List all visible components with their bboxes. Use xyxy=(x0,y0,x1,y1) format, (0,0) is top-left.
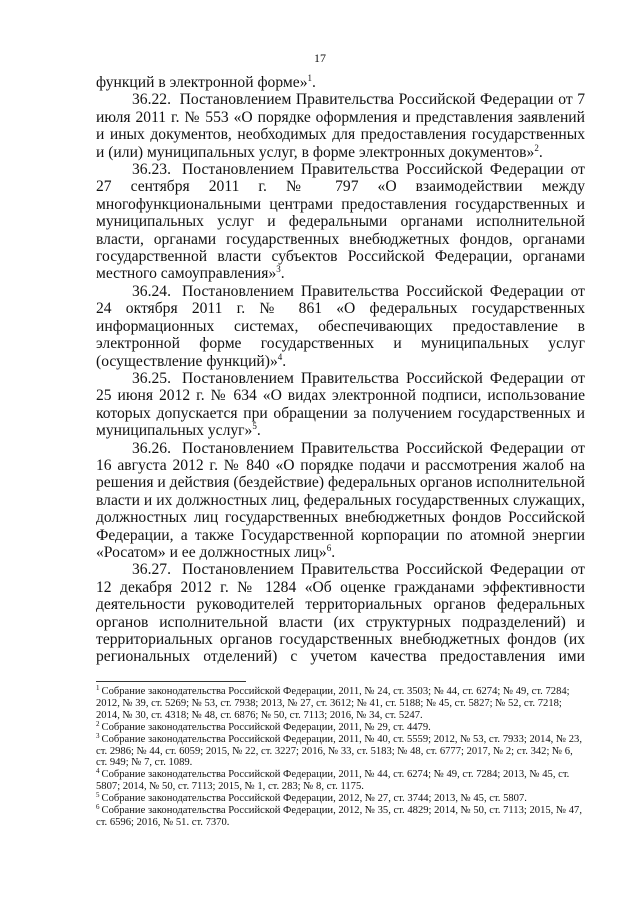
paragraph-text: Постановлением Правительства Российской Федерации от 25 июня 2012 г. № 634 «О видах электронной подписи, использование которых допускается при обращении за получением государственных и муниципальных услуг» xyxy=(96,369,585,440)
paragraph-tail: . xyxy=(282,352,287,370)
footnote-mark: 1 xyxy=(96,684,100,692)
footnote-1 xyxy=(96,686,585,722)
paragraph-text: функций в электронной форме» xyxy=(96,74,308,91)
footnote-5 xyxy=(96,793,585,805)
paragraph-tail: . xyxy=(331,543,336,561)
footnote-2 xyxy=(96,719,585,734)
document-body xyxy=(96,74,585,666)
footnote-text: Собрание законодательства Российской Федерации, 2011, № 40, ст. 5559; 2012, № 53, ст. 7933; 2014, № 23, ст. 2986; № 44, ст. 6059; 2015, № 22, ст. 3227; 2016, № 33, ст. 5183; № 48, ст. 6777; 2017, № 2; ст. 342; № 6, ст. 949; № 7, ст. 1089. xyxy=(96,733,582,769)
footnote-ref[interactable]: 5 xyxy=(252,421,257,432)
paragraph-tail: . xyxy=(256,422,261,440)
footnote-text: Собрание законодательства Российской Федерации, 2012, № 27, ст. 3744; 2013, № 45, ст. 5807. xyxy=(101,793,527,805)
footnote-ref[interactable]: 4 xyxy=(277,351,283,362)
footnote-separator xyxy=(96,681,246,682)
paragraph-text: Постановлением Правительства Российской Федерации от 16 августа 2012 г. № 840 «О порядке подачи и рассмотрения жалоб на решения и действия (бездействие) федеральных органов исполнительной власти и их должностных лиц, федеральных государственных служащих, должностных лиц государственных внебюджетных фондов Российской Федерации, а также Государственной корпорации по атомной энергии «Росатом» и ее должностных лиц» xyxy=(96,439,585,561)
paragraph-36-22 xyxy=(96,91,585,161)
paragraph-tail: . xyxy=(280,265,285,283)
footnote-mark: 5 xyxy=(96,791,100,800)
paragraph-number: 36.25. xyxy=(132,369,171,387)
paragraph-text: Постановлением Правительства Российской Федерации от 27 сентября 2011 г. № 797 «О взаимодействии между многофункциональными центрами предоставления государственных и муниципальных услуг и федеральными органами исполнительной власти, органами государственных внебюджетных фондов, органами государственной власти субъектов Российской Федерации, органами местного самоуправления» xyxy=(96,161,585,283)
paragraph-36-24 xyxy=(96,283,585,370)
paragraph-36-23 xyxy=(96,161,585,283)
paragraph-tail: . xyxy=(312,74,316,91)
paragraph-36-27 xyxy=(96,561,585,665)
footnote-mark: 3 xyxy=(96,731,100,740)
paragraph-text: Постановлением Правительства Российской Федерации от 7 июля 2011 г. № 553 «О порядке оформления и представления заявлений и иных документов, необходимых для предоставления государственных и (или) муниципальных услуг, в форме электронных документов» xyxy=(96,91,585,161)
footnote-text: Собрание законодательства Российской Федерации, 2011, № 29, ст. 4479. xyxy=(101,721,431,733)
paragraph-continuation xyxy=(96,74,585,91)
footnote-ref[interactable]: 3 xyxy=(276,264,281,275)
paragraph-number: 36.22. xyxy=(132,91,171,109)
footnote-text: Собрание законодательства Российской Федерации, 2011, № 44, ст. 6274; № 49, ст. 7284; 2013, № 45, ст. 5807; 2014, № 50, ст. 7113; 2015, № 1, ст. 283; № 8, ст. 1175. xyxy=(96,769,570,793)
footnote-text: Собрание законодательства Российской Федерации, 2011, № 24, ст. 3503; № 44, ст. 6274; № 49, ст. 7284; 2012, № 39, ст. 5269; № 53, ст. 7938; 2013, № 27, ст. 3612; № 41, ст. 5188; № 45, ст. 5827; № 52, ст. 7218; 2014, № 30, ст. 4318; № 48, ст. 6876; № 50, ст. 7113; 2016, № 34, ст. 5247. xyxy=(96,686,570,721)
paragraph-text: Постановлением Правительства Российской Федерации от 24 октября 2011 г. № 861 «О федеральных государственных информационных системах, обеспечивающих предоставление в электронной форме государственных и муниципальных услуг (осуществление функций)» xyxy=(96,282,585,370)
footnotes xyxy=(96,686,585,829)
paragraph-text: Постановлением Правительства Российской Федерации от 12 декабря 2012 г. № 1284 «Об оценке гражданами эффективности деятельности руководителей территориальных органов федеральных органов исполнительной власти (их структурных подразделений) и территориальных органов государственных внебюджетных фондов (их региональных отделений) с учетом качества предоставления ими xyxy=(96,561,585,666)
paragraph-tail: . xyxy=(538,143,543,161)
footnote-mark: 6 xyxy=(96,803,100,812)
footnote-mark: 2 xyxy=(96,719,100,728)
paragraph-number: 36.23. xyxy=(132,161,171,179)
footnote-text: Собрание законодательства Российской Федерации, 2012, № 35, ст. 4829; 2014, № 50, ст. 7113; 2015, № 47, ст. 6596; 2016, № 51. ст. 7370. xyxy=(96,805,582,828)
footnote-4 xyxy=(96,769,585,793)
paragraph-number: 36.26. xyxy=(132,439,171,457)
footnote-3 xyxy=(96,731,585,770)
paragraph-36-26 xyxy=(96,440,585,562)
footnote-6 xyxy=(96,805,585,829)
footnote-mark: 4 xyxy=(96,767,100,776)
footnote-ref[interactable]: 1 xyxy=(307,73,312,83)
page-number: 17 xyxy=(314,51,326,65)
footnote-ref[interactable]: 6 xyxy=(326,542,332,553)
paragraph-36-25 xyxy=(96,370,585,440)
paragraph-number: 36.27. xyxy=(132,561,171,579)
paragraph-number: 36.24. xyxy=(132,282,171,300)
footnote-ref[interactable]: 2 xyxy=(534,142,539,153)
